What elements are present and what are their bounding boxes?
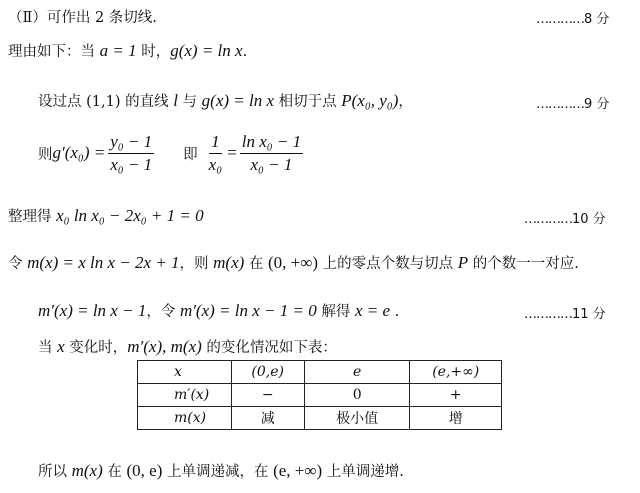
text-mid: 在	[102, 464, 127, 480]
text-mid: 时，	[136, 44, 171, 60]
line-part-ii: （Ⅱ）可作出 2 条切线.	[8, 10, 157, 26]
text-mid: ，则	[179, 256, 214, 272]
line-table-intro	[38, 336, 337, 357]
variation-table	[137, 360, 502, 430]
line-conclusion	[38, 460, 404, 481]
text-pre: 令	[8, 256, 28, 272]
text-pre: 理由如下：当	[8, 44, 100, 60]
table-cell: 减	[231, 407, 304, 430]
table-row	[138, 384, 502, 407]
fraction-ln	[240, 132, 303, 174]
math-point-p: P(x₀, y₀)	[341, 91, 399, 110]
math-x-eq-e: x = e	[354, 301, 391, 320]
text-mid: 解得	[316, 304, 355, 320]
math-m-prime-zero: m′(x) = ln x − 1 = 0	[179, 301, 317, 320]
fraction-reciprocal	[207, 132, 224, 174]
text-post: 的变化情况如下表：	[201, 340, 337, 356]
fraction-denominator: x₀ − 1	[110, 154, 153, 174]
math-x: x	[57, 337, 65, 356]
text-mid: 上单调递减，在	[162, 464, 274, 480]
math-equation: x₀ ln x₀ − 2x₀ + 1 = 0	[56, 206, 204, 225]
table-cell: (e,+∞)	[410, 361, 502, 384]
score-value: 8 分	[584, 12, 610, 27]
table-cell: (0,e)	[231, 361, 304, 384]
line-reason	[8, 40, 247, 61]
text-post: .	[390, 304, 400, 320]
text-mid: 在	[244, 256, 269, 272]
table-cell: e	[304, 361, 410, 384]
line-tangent-setup	[38, 90, 413, 111]
math-interval-right: (e, +∞)	[273, 461, 323, 480]
table-cell: −	[231, 384, 304, 407]
math-p: P	[457, 253, 469, 272]
fraction-numerator: ln x₀ − 1	[240, 132, 303, 154]
text-mid: 变化时，	[64, 340, 128, 356]
table-cell: 增	[410, 407, 502, 430]
fraction-denominator: x₀	[208, 154, 223, 174]
math-m-prime: m′(x) = ln x − 1	[38, 301, 147, 320]
math-g-eq-lnx: g(x) = ln x	[170, 41, 243, 60]
score-dots: …………	[524, 307, 572, 322]
fraction-numerator: 1	[209, 132, 222, 154]
table-cell: 极小值	[304, 407, 410, 430]
table-cell: x	[138, 361, 232, 384]
score-10	[524, 208, 606, 227]
text-pre: 设过点 (1,1) 的直线	[38, 94, 174, 110]
score-value: 11 分	[572, 307, 606, 322]
math-g-eq-lnx: g(x) = ln x	[201, 91, 275, 110]
text-mid: ，令	[146, 304, 180, 320]
line-simplify	[8, 205, 204, 226]
text-pre: 整理得	[8, 209, 57, 225]
table-row	[138, 407, 502, 430]
math-line-l: l	[173, 91, 178, 110]
math-g-prime: g′(x₀) =	[52, 143, 106, 163]
text-post: 的个数一一对应.	[468, 256, 579, 272]
text-mid: 上的零点个数与切点	[318, 256, 458, 272]
table-cell: m(x)	[138, 407, 232, 430]
score-11	[524, 303, 606, 322]
text-ji: 即	[183, 146, 198, 163]
score-value: 9 分	[584, 97, 610, 112]
line-m-prime	[38, 300, 399, 321]
math-interval: (0, +∞)	[268, 253, 319, 272]
table-cell: m′(x)	[138, 384, 232, 407]
table-cell: 0	[304, 384, 410, 407]
text-pre: 当	[38, 340, 58, 356]
math-m-def: m(x) = x ln x − 2x + 1	[27, 253, 180, 272]
text-pre: 所以	[38, 464, 72, 480]
score-dots: …………	[524, 212, 572, 227]
line-derivative-eq	[38, 132, 306, 174]
score-8	[536, 8, 609, 27]
text-pre: 则	[38, 146, 53, 163]
score-dots: …………	[536, 12, 584, 27]
math-equals: =	[227, 143, 237, 163]
text-mid: 相切于点	[274, 94, 342, 110]
fraction-numerator: y₀ − 1	[108, 132, 154, 154]
text-post: ，	[398, 94, 413, 110]
table-cell: +	[410, 384, 502, 407]
text-post: 上单调递增.	[322, 464, 404, 480]
math-m: m(x)	[71, 461, 103, 480]
math-a-eq-1: a = 1	[99, 41, 137, 60]
text-post: .	[242, 44, 248, 60]
line-define-m	[8, 252, 579, 273]
math-m: m(x)	[213, 253, 245, 272]
math-interval-left: (0, e)	[126, 461, 163, 480]
fraction-denominator: x₀ − 1	[250, 154, 293, 174]
text-mid: 与	[177, 94, 202, 110]
fraction-slope	[108, 132, 154, 174]
table-row	[138, 361, 502, 384]
score-dots: …………	[536, 97, 584, 112]
math-functions: m′(x), m(x)	[127, 337, 202, 356]
score-value: 10 分	[572, 212, 606, 227]
score-9	[536, 93, 609, 112]
